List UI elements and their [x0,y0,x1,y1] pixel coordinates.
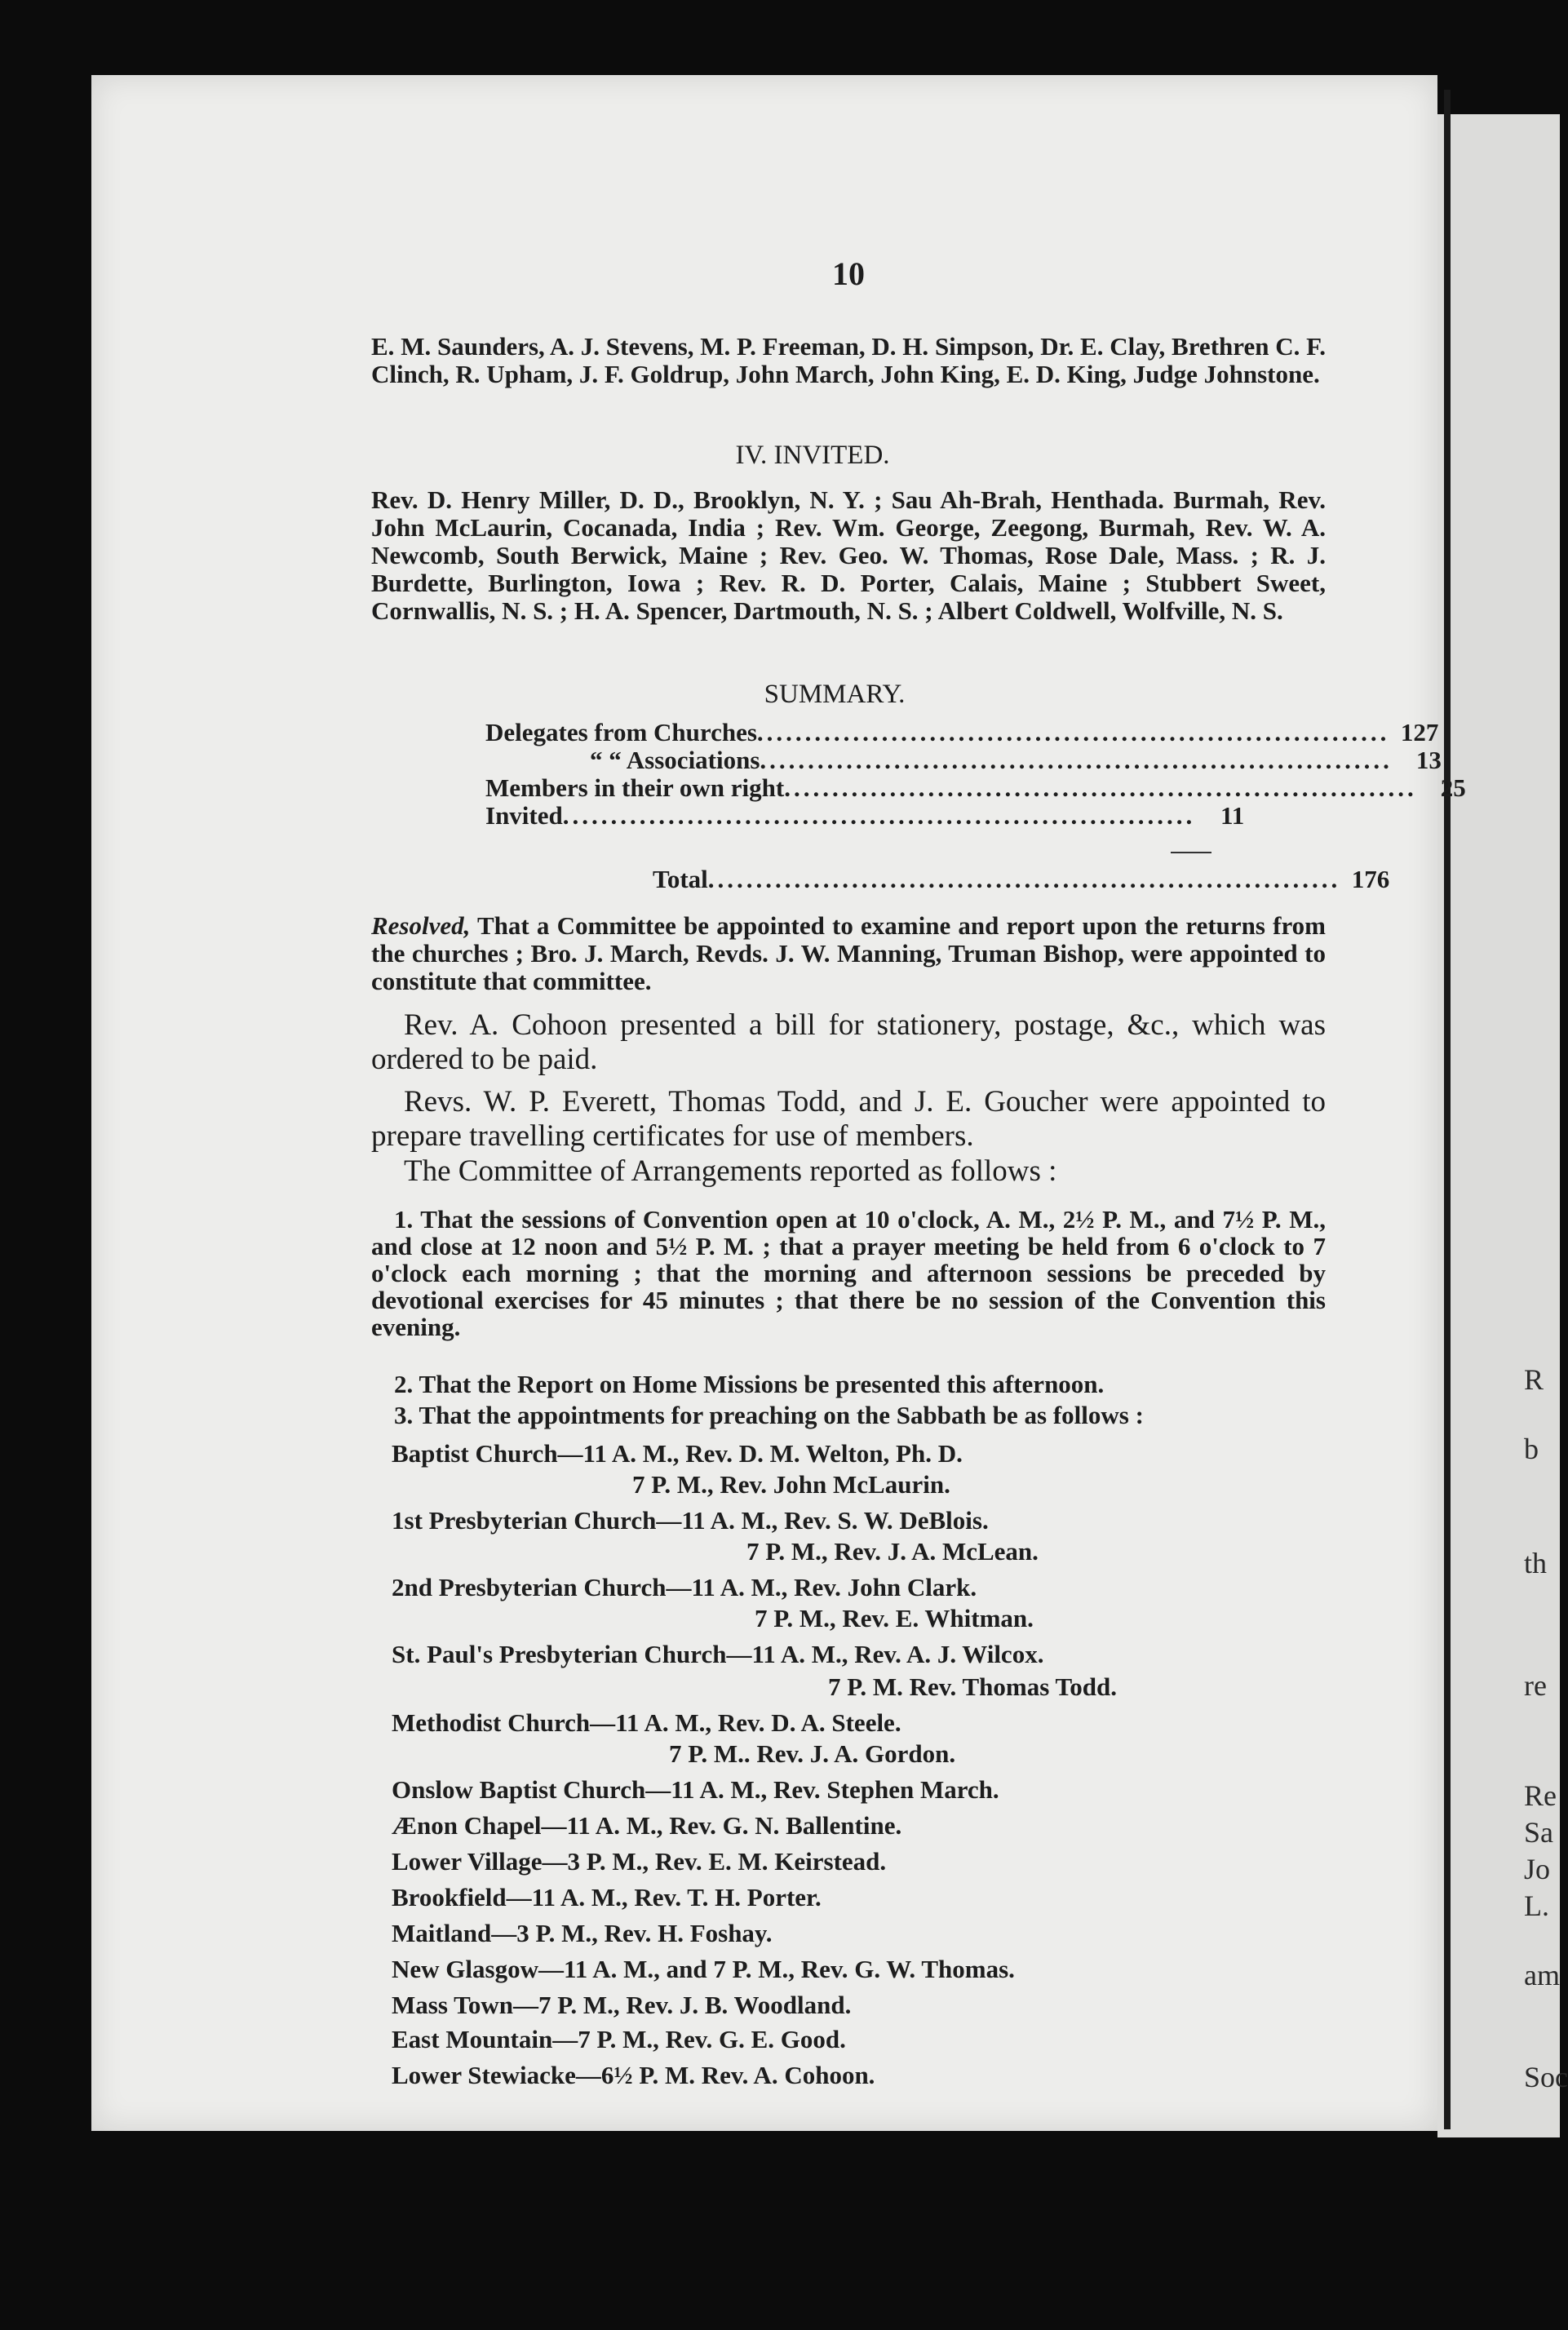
schedule-line: New Glasgow—11 A. M., and 7 P. M., Rev. G. W. Thomas. [392,1955,1015,1983]
resolved-text: That a Committee be appointed to examine and report upon the returns from the churches ; Bro. J. March, Revds. J. W. Manning, Truman Bishop, were appointed to constitute that committee. [371,911,1326,995]
schedule-line: Onslow Baptist Church—11 A. M., Rev. Stephen March. [392,1775,999,1804]
edge-fragment: re [1524,1669,1547,1702]
schedule-line: 7 P. M.. Rev. J. A. Gordon. [669,1739,956,1768]
schedule-line: 7 P. M. Rev. Thomas Todd. [828,1672,1118,1701]
summary-value: 13 [1415,746,1442,774]
schedule-line: 7 P. M., Rev. John McLaurin. [632,1470,950,1499]
arrangement-item-2: 2. That the Report on Home Missions be presented this afternoon. [394,1370,1105,1398]
edge-fragment: Sa [1524,1816,1553,1849]
schedule-line: Lower Stewiacke—6½ P. M. Rev. A. Cohoon. [392,2061,875,2089]
schedule-line: Maitland—3 P. M., Rev. H. Foshay. [392,1919,773,1947]
cohoon-paragraph: Rev. A. Cohoon presented a bill for stationery, postage, &c., which was ordered to be paid. [371,1008,1326,1076]
summary-value: 11 [1220,801,1245,830]
attendees-continued: E. M. Saunders, A. J. Stevens, M. P. Freeman, D. H. Simpson, Dr. E. Clay, Brethren C. F. Clinch, R. Upham, J. F. Goldrup, John March, John King, E. D. King, Judge Johnstone. [371,332,1326,388]
edge-fragment: am [1524,1959,1560,1991]
edge-fragment: th [1524,1547,1548,1579]
arrangement-item-1: 1. That the sessions of Convention open at 10 o'clock, A. M., 2½ P. M., and 7½ P. M., and close at 12 noon and 5½ P. M. ; that a prayer meeting be held from 6 o'clock to 7 o'clock each morning ; that the morning and afternoon sessions be preceded by devotional exercises for 45 minutes ; that there be no session of the Convention this evening. [371,1205,1326,1341]
leader-dots: .................................................................. [756,718,1390,746]
summary-label: Invited [485,801,563,830]
schedule-line: Lower Village—3 P. M., Rev. E. M. Keirstead. [392,1847,887,1876]
schedule-line: East Mountain—7 P. M., Rev. G. E. Good. [392,2025,846,2053]
page-gutter [1444,90,1451,2129]
total-label: Total [653,865,708,893]
summary-heading-text: SUMMARY. [764,680,906,709]
edge-fragment: Soc [1524,2061,1568,2093]
leader-dots: .................................................................. [784,773,1417,802]
schedule-line: Ænon Chapel—11 A. M., Rev. G. N. Ballentine. [392,1811,902,1840]
schedule-line: 2nd Presbyterian Church—11 A. M., Rev. John Clark. [392,1573,977,1601]
edge-fragment: Jo [1524,1853,1551,1885]
schedule-line: St. Paul's Presbyterian Church—11 A. M., Rev. A. J. Wilcox. [392,1640,1044,1668]
schedule-line: Brookfield—11 A. M., Rev. T. H. Porter. [392,1883,822,1911]
leader-dots: .................................................................. [760,746,1393,774]
everett-paragraph: Revs. W. P. Everett, Thomas Todd, and J. E. Goucher were appointed to prepare travelling certificates for use of members. [371,1085,1326,1153]
summary-total-row [653,865,1390,893]
total-value: 176 [1351,865,1390,893]
summary-label: “ “ Associations [590,746,760,774]
edge-fragment: L. [1524,1889,1549,1922]
schedule-line: Mass Town—7 P. M., Rev. J. B. Woodland. [392,1991,852,2019]
summary-row [485,746,1442,774]
summary-heading [0,680,1560,710]
resolved-word: Resolved, [371,911,471,940]
summary-row [485,801,1245,830]
summary-label: Members in their own right [485,773,785,802]
leader-dots: .................................................................. [707,865,1341,893]
summary-value: 127 [1400,718,1439,746]
edge-fragment: R [1524,1363,1544,1396]
resolved-paragraph [371,912,1326,995]
invited-heading [0,441,1560,471]
leader-dots: .................................................................. [562,801,1196,830]
schedule-line: 7 P. M., Rev. E. Whitman. [755,1604,1034,1632]
summary-row [485,718,1439,746]
invited-heading-text: IV. INVITED. [735,441,890,470]
schedule-line: Methodist Church—11 A. M., Rev. D. A. Steele. [392,1708,901,1737]
summary-value: 25 [1440,773,1466,802]
schedule-line: 1st Presbyterian Church—11 A. M., Rev. S. W. DeBlois. [392,1506,989,1535]
edge-fragment: b [1524,1433,1539,1465]
total-rule [1171,852,1211,853]
invited-list: Rev. D. Henry Miller, D. D., Brooklyn, N. Y. ; Sau Ah-Brah, Henthada. Burmah, Rev. John McLaurin, Cocanada, India ; Rev. Wm. George, Zeegong, Burmah, Rev. W. A. Newcomb, South Berwick, Maine ; Rev. Geo. W. Thomas, Rose Dale, Mass. ; R. J. Burdette, Burlington, Iowa ; Rev. R. D. Porter, Calais, Maine ; Stubbert Sweet, Cornwallis, N. S. ; H. A. Spencer, Dartmouth, N. S. ; Albert Coldwell, Wolfville, N. S. [371,485,1326,625]
arrangements-paragraph: The Committee of Arrangements reported as follows : [404,1154,1057,1188]
summary-label: Delegates from Churches [485,718,757,746]
arrangement-item-3: 3. That the appointments for preaching on the Sabbath be as follows : [394,1401,1144,1429]
schedule-line: Baptist Church—11 A. M., Rev. D. M. Welton, Ph. D. [392,1439,963,1468]
page-number: 10 [832,255,865,292]
edge-fragment: Re [1524,1779,1557,1812]
summary-row [485,773,1466,802]
schedule-line: 7 P. M., Rev. J. A. McLean. [746,1537,1039,1566]
